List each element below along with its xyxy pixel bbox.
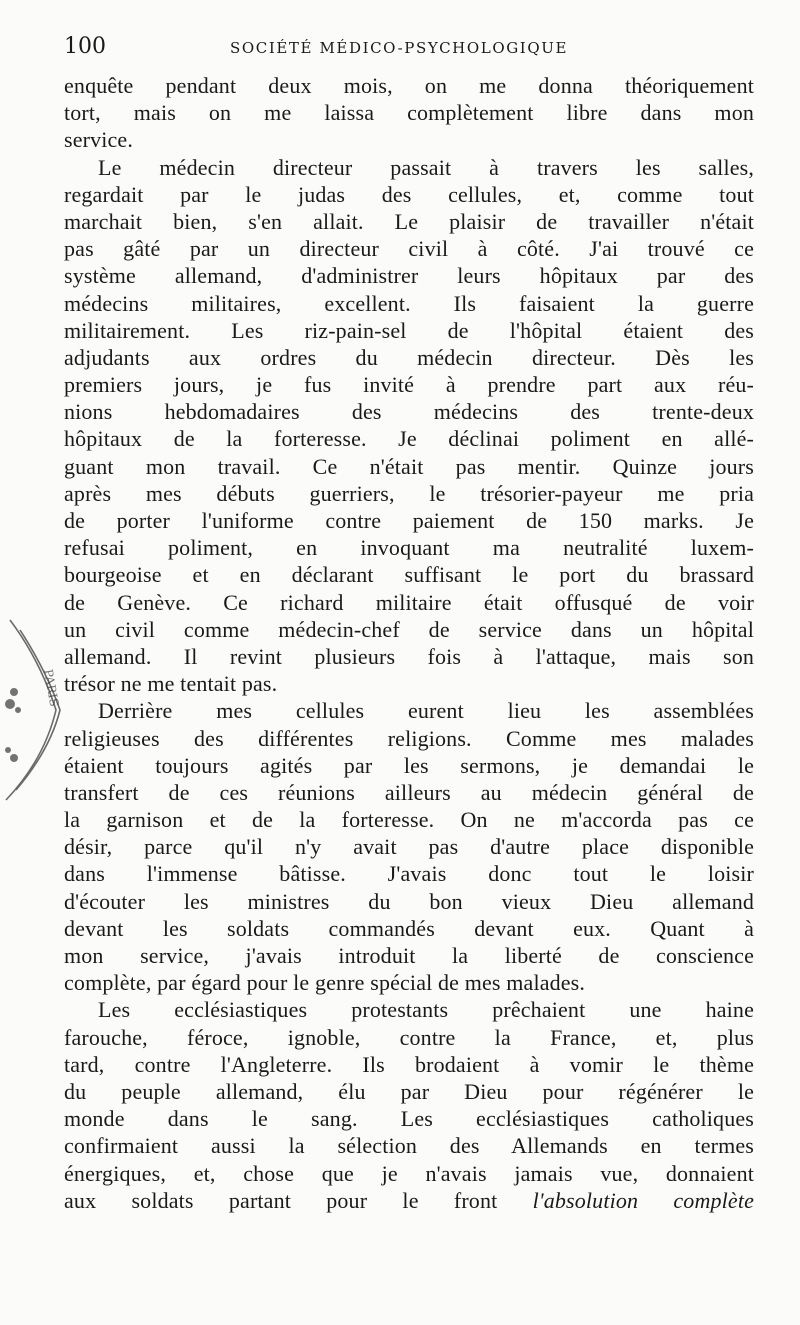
text-line: marchait bien, s'en allait. Le plaisir de travailler n'était [64,208,754,234]
text-line: nions hebdomadaires des médecins des trente-deux [64,399,754,425]
text-line: étaient toujours agités par les sermons, je demandai le [64,752,754,778]
text-line: de Genève. Ce richard militaire était offusqué de voir [64,589,754,615]
italic-phrase: l'absolution complète [532,1187,754,1213]
text-line: farouche, féroce, ignoble, contre la France, et, plus [64,1024,754,1050]
text-line: guant mon travail. Ce n'était pas mentir. Quinze jours [64,453,754,479]
text-line: confirmaient aussi la sélection des Allemands en termes [64,1133,754,1159]
text-line: énergiques, et, chose que je n'avais jamais vue, donnaient [64,1160,754,1186]
page-header [64,34,752,64]
text-line: tard, contre l'Angleterre. Ils brodaient à vomir le thème [64,1051,754,1077]
stamp-text: PARIS [41,668,62,708]
text-line: bourgeoise et en déclarant suffisant le port du brassard [64,562,754,588]
text-line: de porter l'uniforme contre paiement de 150 marks. Je [64,508,754,533]
page-body [64,72,754,1214]
paragraph-start-line: Les ecclésiastiques protestants prêchaient une haine [98,997,754,1023]
running-title: SOCIÉTÉ MÉDICO-PSYCHOLOGIQUE [230,39,569,57]
text-line: mon service, j'avais introduit la liberté de conscience [64,943,754,968]
text-line: enquête pendant deux mois, on me donna théoriquement [64,73,754,98]
text-line: monde dans le sang. Les ecclésiastiques catholiques [64,1106,754,1132]
paragraph-start-line: Le médecin directeur passait à travers les salles, [98,154,754,180]
final-line-text: aux soldats partant pour le front [64,1187,498,1213]
text-line: religieuses des différentes religions. Comme mes malades [64,725,754,751]
text-line: un civil comme médecin-chef de service dans un hôpital [64,616,754,642]
text-line: d'écouter les ministres du bon vieux Dieu allemand [64,888,754,914]
text-line: premiers jours, je fus invité à prendre part aux réu- [64,372,754,398]
text-line: tort, mais on me laissa complètement libre dans mon [64,100,754,126]
text-line: désir, parce qu'il n'y avait pas d'autre place disponible [64,834,754,860]
text-line: hôpitaux de la forteresse. Je déclinai poliment en allé- [64,426,754,452]
text-line: pas gâté par un directeur civil à côté. J'ai trouvé ce [64,236,754,262]
text-line: trésor ne me tentait pas. [64,671,278,697]
text-line: système allemand, d'administrer leurs hôpitaux par des [64,263,754,289]
page-number: 100 [64,34,106,59]
text-line: dans l'immense bâtisse. J'avais donc tout le loisir [64,861,754,887]
final-text-line [64,1187,754,1214]
text-line: complète, par égard pour le genre spécial de mes malades. [64,970,586,996]
text-line: militairement. Les riz-pain-sel de l'hôpital étaient des [64,317,754,343]
text-line: adjudants aux ordres du médecin directeur. Dès les [64,344,754,370]
text-line: devant les soldats commandés devant eux. Quant à [64,915,754,941]
library-stamp [0,600,66,820]
text-line: médecins militaires, excellent. Ils faisaient la guerre [64,290,754,316]
text-line: du peuple allemand, élu par Dieu pour régénérer le [64,1078,754,1104]
text-line: après mes débuts guerriers, le trésorier-payeur me pria [64,480,754,506]
text-line: regardait par le judas des cellules, et, comme tout [64,181,754,207]
text-line: transfert de ces réunions ailleurs au médecin général de [64,779,754,805]
text-line: service. [64,127,133,153]
text-line: allemand. Il revint plusieurs fois à l'attaque, mais son [64,643,754,669]
text-line: refusai poliment, en invoquant ma neutralité luxem- [64,535,754,561]
text-line: la garnison et de la forteresse. On ne m'accorda pas ce [64,807,754,833]
paragraph-start-line: Derrière mes cellules eurent lieu les assemblées [98,698,754,724]
